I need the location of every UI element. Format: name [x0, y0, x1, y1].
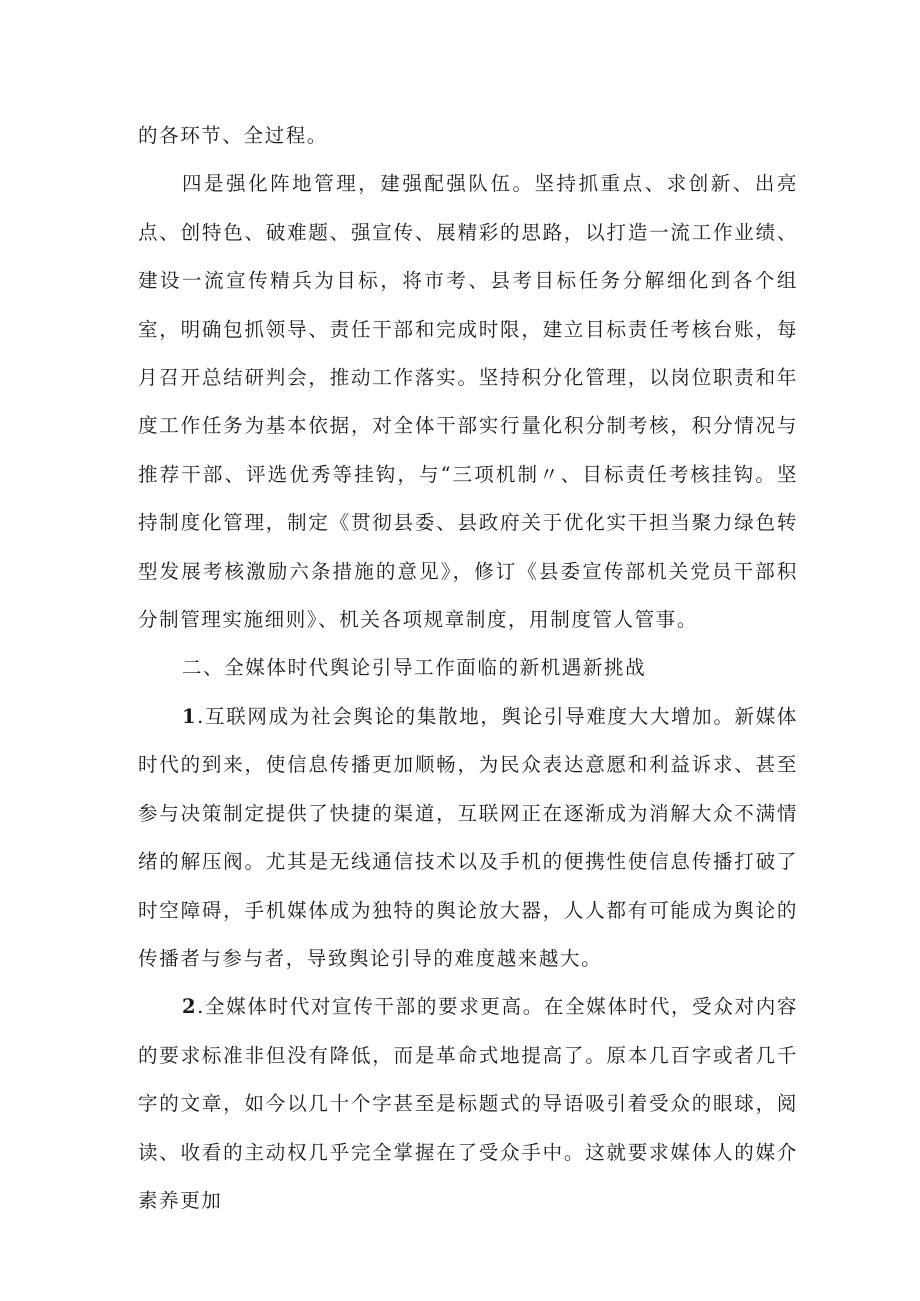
item-number: 1 [182, 704, 198, 728]
item-number: 2 [182, 995, 198, 1019]
paragraph-strengthen-position-management: 四是强化阵地管理，建强配强队伍。坚持抓重点、求创新、出亮点、创特色、破难题、强宣传、展精彩的思路，以打造一流工作业绩、建设一流宣传精兵为目标，将市考、县考目标任务分解细化到各个组室，明确包抓领导、责任干部和完成时限，建立目标责任考核台账，每月召开总结研判会，推动工作落实。坚持积分化管理，以岗位职责和年度工作任务为基本依据，对全体干部实行量化积分制考核，积分情况与推荐干部、评选优秀等挂钩，与“三项机制〃、目标责任考核挂钩。坚持制度化管理，制定《贯彻县委、县政府关于优化实干担当聚力绿色转型发展考核激励六条措施的意见》，修订《县委宣传部机关党员干部积分制管理实施细则》、机关各项规章制度，用制度管人管事。 [138, 172, 798, 632]
paragraph-continuation: 的各环节、全过程。 [138, 124, 328, 147]
document-body [138, 112, 798, 1225]
section-heading: 二、全媒体时代舆论引导工作面临的新机遇新挑战 [182, 656, 647, 680]
item-text: .全媒体时代对宣传干部的要求更高。在全媒体时代，受众对内容的要求标准非但没有降低，而是革命式地提高了。原本几百字或者几千字的文章，如今以几十个字甚至是标题式的导语吸引着受众的眼球，阅读、收看的主动权几乎完全掌握在了受众手中。这就要求媒体人的媒介素养更加 [138, 995, 798, 1212]
numbered-item-1 [138, 693, 798, 983]
item-text: .互联网成为社会舆论的集散地，舆论引导难度大大增加。新媒体时代的到来，使信息传播更加顺畅，为民众表达意愿和利益诉求、甚至参与决策制定提供了快捷的渠道，互联网正在逐渐成为消解大众不满情绪的解压阀。尤其是无线通信技术以及手机的便携性使信息传播打破了时空障碍，手机媒体成为独特的舆论放大器，人人都有可能成为舆论的传播者与参与者，导致舆论引导的难度越来越大。 [138, 704, 798, 970]
numbered-item-2 [138, 983, 798, 1225]
